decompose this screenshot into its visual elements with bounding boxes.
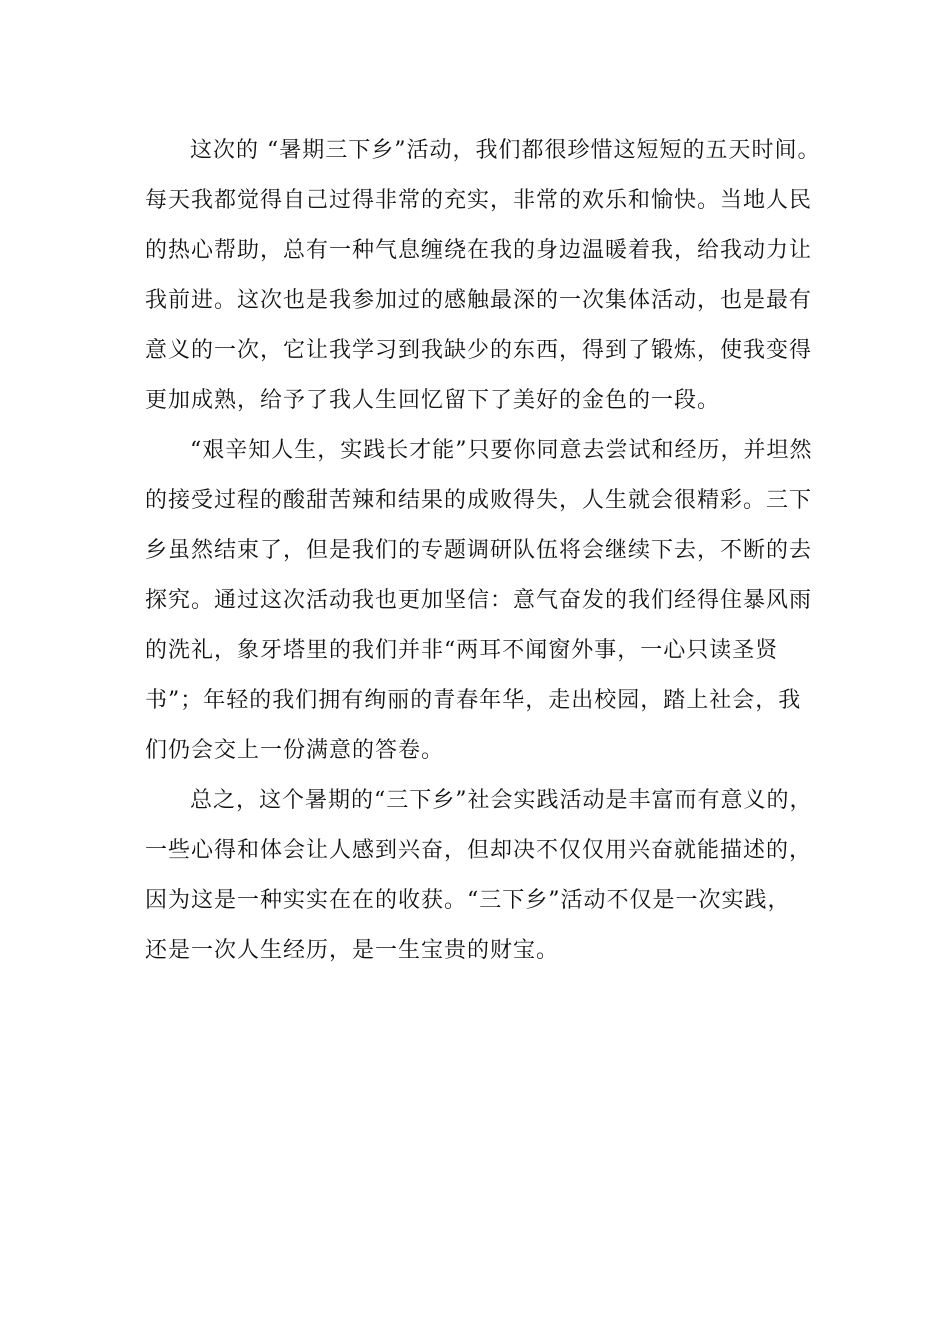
paragraph-1-line-6: 更加成熟，给予了我人生回忆留下了美好的金色的一段。: [145, 388, 721, 413]
paragraph-3-line-4: 还是一次人生经历，是一生宝贵的财宝。: [145, 938, 560, 963]
paragraph-2-line-4: 探究。通过这次活动我也更加坚信：意气奋发的我们经得住暴风雨: [145, 588, 813, 613]
paragraph-2-line-2: 的接受过程的酸甜苦辣和结果的成败得失，人生就会很精彩。三下: [145, 488, 813, 513]
paragraph-1-line-3: 的热心帮助，总有一种气息缠绕在我的身边温暖着我，给我动力让: [145, 238, 813, 263]
paragraph-3-line-3: 因为这是一种实实在在的收获。“三下乡”活动不仅是一次实践，: [145, 888, 791, 913]
paragraph-1-line-5: 意义的一次，它让我学习到我缺少的东西，得到了锻炼，使我变得: [145, 338, 813, 363]
paragraph-2-line-7: 们仍会交上一份满意的答卷。: [145, 738, 445, 763]
paragraph-3-line-1: 总之，这个暑期的“三下乡”社会实践活动是丰富而有意义的，: [190, 788, 813, 813]
paragraph-2-line-1: “艰辛知人生，实践长才能”只要你同意去尝试和经历，并坦然: [190, 438, 813, 463]
paragraph-2-line-3: 乡虽然结束了，但是我们的专题调研队伍将会继续下去，不断的去: [145, 538, 813, 563]
paragraph-2-line-6: 书”；年轻的我们拥有绚丽的青春年华，走出校园，踏上社会，我: [145, 688, 802, 713]
paragraph-3-line-2: 一些心得和体会让人感到兴奋，但却决不仅仅用兴奋就能描述的，: [145, 838, 813, 863]
paragraph-1-line-2: 每天我都觉得自己过得非常的充实，非常的欢乐和愉快。当地人民: [145, 188, 813, 213]
paragraph-2-line-5: 的洗礼，象牙塔里的我们并非“两耳不闻窗外事，一心只读圣贤: [145, 638, 779, 663]
paragraph-1-line-4: 我前进。这次也是我参加过的感触最深的一次集体活动，也是最有: [145, 288, 813, 313]
paragraph-1-line-1: 这次的 “暑期三下乡”活动，我们都很珍惜这短短的五天时间。: [190, 138, 821, 163]
